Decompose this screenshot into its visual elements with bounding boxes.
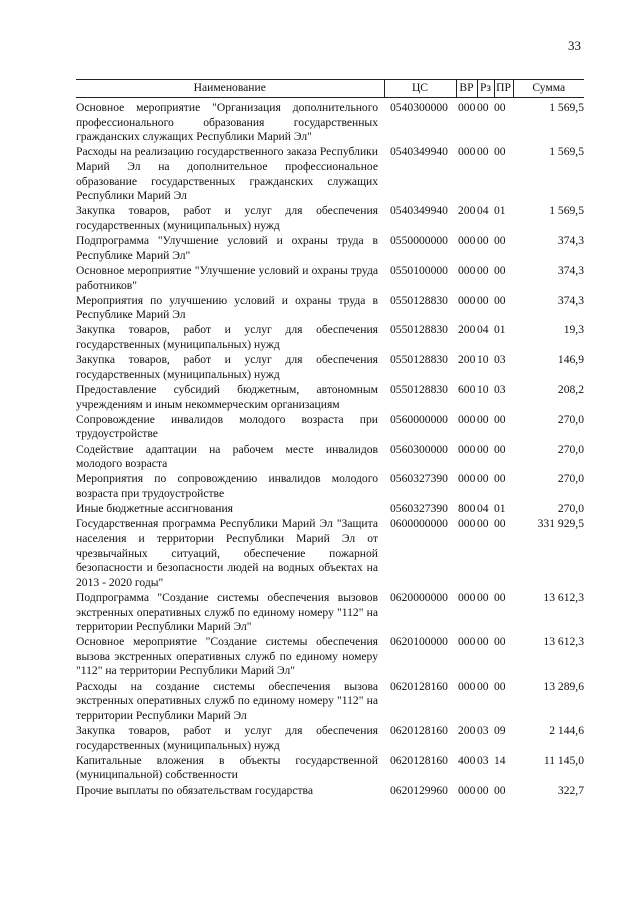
table-row (76, 323, 584, 353)
row-name: Иные бюджетные ассигнования (76, 502, 233, 516)
row-expense-type: 000 (458, 442, 476, 456)
row-expense-type: 000 (458, 635, 476, 649)
row-amount: 11 145,0 (543, 753, 584, 767)
row-subsection: 09 (494, 724, 506, 738)
row-section: 00 (477, 442, 489, 456)
row-section: 00 (477, 145, 489, 159)
row-expense-type: 000 (458, 145, 476, 159)
row-name: Подпрограмма "Улучшение условий и охраны труда в Республике Марий Эл" (76, 234, 378, 262)
row-target-code: 0550000000 (390, 234, 448, 248)
table-row (76, 502, 584, 517)
header-rz: Рз (477, 80, 494, 98)
row-amount: 1 569,5 (549, 145, 584, 159)
row-expense-type: 000 (458, 783, 476, 797)
row-name: Содействие адаптации на рабочем месте инвалидов молодого возраста (76, 442, 378, 471)
header-sum: Сумма (513, 80, 584, 98)
table-body (76, 98, 584, 799)
row-amount: 13 612,3 (543, 635, 584, 649)
row-amount: 13 289,6 (543, 679, 584, 693)
row-target-code: 0540349940 (390, 204, 448, 218)
table-row (76, 234, 584, 264)
table-row (76, 591, 584, 635)
row-target-code: 0550128830 (390, 383, 448, 397)
row-amount: 331 929,5 (537, 517, 584, 531)
row-subsection: 00 (494, 472, 506, 486)
row-expense-type: 200 (458, 353, 476, 367)
row-section: 00 (477, 412, 489, 426)
row-target-code: 0620128160 (390, 724, 448, 738)
row-subsection: 00 (494, 234, 506, 248)
table-row (76, 443, 584, 473)
row-section: 00 (477, 101, 489, 114)
table-row (76, 353, 584, 383)
table-row (76, 383, 584, 413)
row-target-code: 0620128160 (390, 679, 448, 693)
row-subsection: 00 (494, 635, 506, 649)
table-header (76, 80, 584, 98)
row-subsection: 03 (494, 353, 506, 367)
row-amount: 2 144,6 (549, 724, 584, 738)
row-subsection: 00 (494, 145, 506, 159)
row-target-code: 0540349940 (390, 145, 448, 159)
row-subsection: 00 (494, 442, 506, 456)
row-section: 00 (477, 635, 489, 649)
row-subsection: 01 (494, 502, 506, 516)
row-target-code: 0550128830 (390, 353, 448, 367)
row-name: Расходы на создание системы обеспечения вызова экстренных оперативных служб по единому номеру "112" на территории Республики Марий Эл (76, 679, 378, 722)
row-section: 03 (477, 724, 489, 738)
row-target-code: 0550128830 (390, 293, 448, 307)
table-row (76, 98, 584, 146)
table-row (76, 472, 584, 502)
row-expense-type: 200 (458, 724, 476, 738)
row-target-code: 0550100000 (390, 263, 448, 277)
row-target-code: 0540300000 (390, 101, 448, 114)
row-name: Мероприятия по сопровождению инвалидов молодого возраста при трудоустройстве (76, 472, 378, 500)
row-target-code: 0620000000 (390, 590, 448, 604)
row-amount: 13 612,3 (543, 590, 584, 604)
row-subsection: 00 (494, 293, 506, 307)
row-target-code: 0560000000 (390, 412, 448, 426)
row-expense-type: 400 (458, 753, 476, 767)
table-row (76, 294, 584, 324)
row-name: Прочие выплаты по обязательствам государства (76, 783, 313, 797)
row-amount: 374,3 (557, 234, 584, 248)
table-row (76, 413, 584, 443)
budget-table (76, 79, 584, 799)
row-expense-type: 000 (458, 263, 476, 277)
row-name: Капитальные вложения в объекты государственной (муниципальной) собственности (76, 753, 378, 782)
row-target-code: 0560327390 (390, 472, 448, 486)
table-row (76, 145, 584, 204)
row-subsection: 00 (494, 263, 506, 277)
table-row (76, 204, 584, 234)
row-section: 00 (477, 263, 489, 277)
row-subsection: 00 (494, 101, 506, 114)
row-target-code: 0620129960 (390, 783, 448, 797)
table-row (76, 264, 584, 294)
row-amount: 270,0 (557, 442, 584, 456)
row-name: Закупка товаров, работ и услуг для обеспечения государственных (муниципальных) нужд (76, 204, 378, 232)
row-section: 00 (477, 293, 489, 307)
row-name: Государственная программа Республики Марий Эл "Защита населения и территории Республики Марий Эл от чрезвычайных ситуаций, обеспечение пожарной безопасности и безопасности людей на водных объектах на 2013 - 2020 годы" (76, 517, 378, 589)
row-section: 10 (477, 353, 489, 367)
row-name: Закупка товаров, работ и услуг для обеспечения государственных (муниципальных) нужд (76, 724, 378, 752)
header-pr: ПР (494, 80, 513, 98)
row-name: Предоставление субсидий бюджетным, автономным учреждениям и иным некоммерческим организациям (76, 383, 378, 411)
row-target-code: 0600000000 (390, 517, 448, 531)
row-section: 04 (477, 204, 489, 218)
table-row (76, 754, 584, 784)
row-target-code: 0620128160 (390, 753, 448, 767)
table-row (76, 784, 584, 799)
row-target-code: 0620100000 (390, 635, 448, 649)
table-row (76, 635, 584, 679)
row-target-code: 0550128830 (390, 323, 448, 337)
table-row (76, 517, 584, 591)
row-amount: 270,0 (557, 472, 584, 486)
row-subsection: 00 (494, 517, 506, 531)
row-section: 00 (477, 234, 489, 248)
row-subsection: 01 (494, 204, 506, 218)
row-target-code: 0560327390 (390, 502, 448, 516)
header-cs: ЦС (384, 80, 456, 98)
row-expense-type: 000 (458, 517, 476, 531)
row-section: 00 (477, 517, 489, 531)
row-name: Сопровождение инвалидов молодого возраста при трудоустройстве (76, 412, 378, 441)
row-name: Расходы на реализацию государственного заказа Республики Марий Эл на дополнительное профессиональное образование государственных гражданских служащих Республики Марий Эл (76, 145, 378, 203)
row-section: 10 (477, 383, 489, 397)
row-expense-type: 800 (458, 502, 476, 516)
row-name: Основное мероприятие "Организация дополнительного профессионального образования государственных гражданских служащих Республики Марий Эл" (76, 101, 378, 144)
row-expense-type: 000 (458, 293, 476, 307)
row-amount: 270,0 (557, 412, 584, 426)
row-section: 00 (477, 783, 489, 797)
row-name: Основное мероприятие "Создание системы обеспечения вызова экстренных оперативных служб по единому номеру "112" на территории Республики Марий Эл" (76, 635, 378, 678)
table-row (76, 680, 584, 724)
row-subsection: 00 (494, 783, 506, 797)
row-amount: 146,9 (557, 353, 584, 367)
page-number: 33 (568, 38, 581, 53)
row-expense-type: 200 (458, 323, 476, 337)
row-name: Закупка товаров, работ и услуг для обеспечения государственных (муниципальных) нужд (76, 353, 378, 381)
row-subsection: 03 (494, 383, 506, 397)
row-amount: 322,7 (557, 783, 584, 797)
row-subsection: 00 (494, 679, 506, 693)
row-subsection: 01 (494, 323, 506, 337)
row-expense-type: 000 (458, 234, 476, 248)
row-subsection: 14 (494, 753, 506, 767)
table-row (76, 724, 584, 754)
row-expense-type: 200 (458, 204, 476, 218)
row-expense-type: 000 (458, 472, 476, 486)
row-name: Мероприятия по улучшению условий и охраны труда в Республике Марий Эл (76, 293, 378, 322)
header-name: Наименование (76, 80, 384, 98)
row-amount: 270,0 (557, 502, 584, 516)
row-amount: 1 569,5 (549, 101, 584, 114)
row-expense-type: 000 (458, 101, 476, 114)
row-section: 00 (477, 590, 489, 604)
row-expense-type: 600 (458, 383, 476, 397)
row-amount: 1 569,5 (549, 204, 584, 218)
row-section: 04 (477, 323, 489, 337)
row-expense-type: 000 (458, 679, 476, 693)
row-name: Закупка товаров, работ и услуг для обеспечения государственных (муниципальных) нужд (76, 323, 378, 352)
row-amount: 374,3 (557, 263, 584, 277)
row-amount: 208,2 (557, 383, 584, 397)
row-name: Основное мероприятие "Улучшение условий и охраны труда работников" (76, 263, 378, 292)
row-amount: 19,3 (563, 323, 584, 337)
row-section: 00 (477, 679, 489, 693)
row-name: Подпрограмма "Создание системы обеспечения вызовов экстренных оперативных служб по единому номеру "112" на территории Республики Марий Эл" (76, 590, 378, 634)
row-expense-type: 000 (458, 412, 476, 426)
header-vr: ВР (456, 80, 477, 98)
row-section: 04 (477, 502, 489, 516)
row-expense-type: 000 (458, 590, 476, 604)
row-subsection: 00 (494, 590, 506, 604)
row-section: 00 (477, 472, 489, 486)
row-section: 03 (477, 753, 489, 767)
row-amount: 374,3 (557, 293, 584, 307)
row-subsection: 00 (494, 412, 506, 426)
row-target-code: 0560300000 (390, 442, 448, 456)
